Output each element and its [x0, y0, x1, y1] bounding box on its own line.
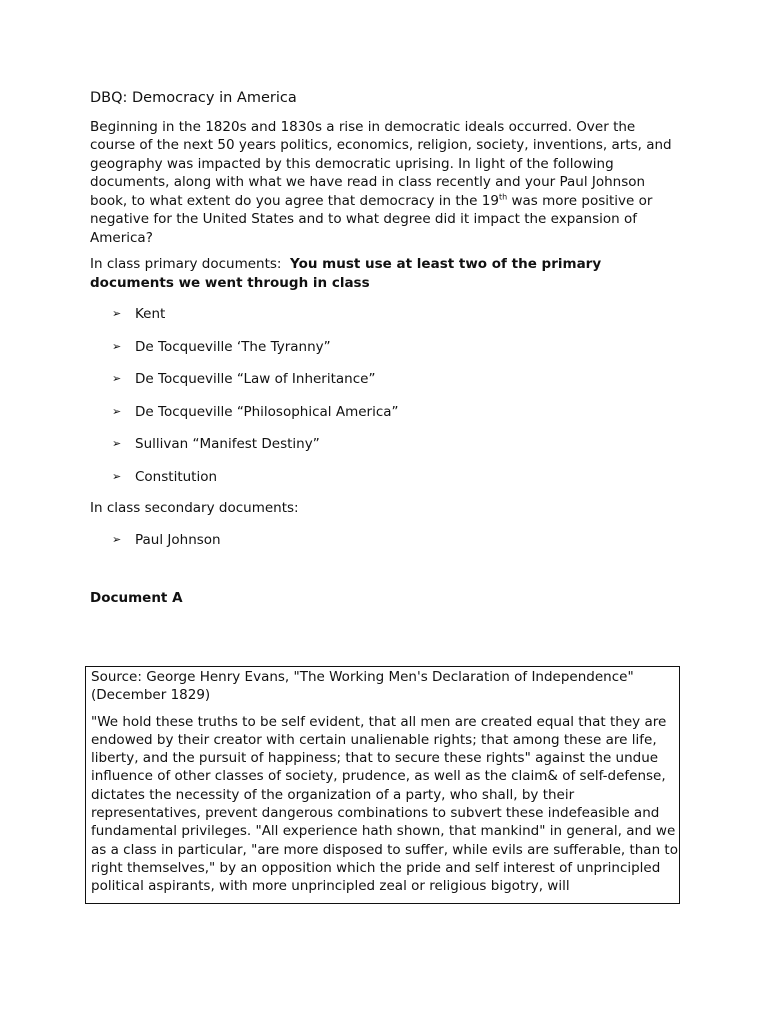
- list-item-label: De Tocqueville “Law of Inheritance”: [135, 371, 376, 387]
- list-item: [112, 305, 690, 324]
- arrow-bullet-icon: ➢: [112, 469, 122, 483]
- list-item: [112, 531, 690, 550]
- list-item: [112, 370, 690, 389]
- intro-text-start: Beginning in the 1820s and 1830s a rise in democratic ideals occurred. Over the course of the next 50 years politics, economics, religion, society, inventions, arts, and geography was impacted by this democratic uprising. In light of the following documents, along with what we have read in class recently and your Paul Johnson book, to what extent do you agree that democracy in the 19: [90, 118, 672, 209]
- arrow-bullet-icon: ➢: [112, 372, 122, 385]
- arrow-bullet-icon: ➢: [112, 404, 122, 418]
- primary-documents-list: [90, 305, 690, 486]
- intro-text-end: was more positive or negative for the United States and to what degree did it impact the expansion of America?: [90, 192, 653, 246]
- page-title: DBQ: Democracy in America: [90, 90, 297, 106]
- list-item-label: Kent: [135, 306, 166, 322]
- arrow-bullet-icon: ➢: [112, 437, 122, 450]
- arrow-bullet-icon: ➢: [112, 307, 122, 320]
- primary-lead-label: In class primary documents:: [90, 256, 282, 272]
- document-a-heading: Document A: [90, 590, 183, 606]
- secondary-documents-list: [90, 531, 690, 550]
- list-item-label: Paul Johnson: [135, 531, 221, 548]
- primary-documents-lead: [90, 255, 680, 292]
- document-a-source-box: [85, 666, 680, 904]
- list-item: [112, 468, 690, 487]
- secondary-documents-lead: In class secondary documents:: [90, 500, 299, 516]
- list-item: [112, 403, 690, 422]
- arrow-bullet-icon: ➢: [112, 339, 122, 353]
- intro-paragraph: [90, 118, 680, 248]
- list-item-label: De Tocqueville ‘The Tyranny”: [135, 338, 331, 355]
- intro-superscript: th: [498, 192, 508, 201]
- list-item-label: Constitution: [135, 468, 218, 485]
- list-item: [112, 435, 690, 454]
- document-a-source: Source: George Henry Evans, "The Working Men's Declaration of Independence" (December 1829): [91, 669, 634, 704]
- list-item-label: De Tocqueville “Philosophical America”: [135, 403, 399, 420]
- primary-lead-instruction: You must use at least two of the primary documents we went through in class: [90, 256, 602, 291]
- list-item: [112, 338, 690, 357]
- list-item-label: Sullivan “Manifest Destiny”: [135, 436, 320, 452]
- document-page: [90, 89, 690, 608]
- arrow-bullet-icon: ➢: [112, 532, 122, 546]
- document-a-quote: "We hold these truths to be self evident, that all men are created equal that they are endowed by their creator with certain unalienable rights; that among these are life, liberty, and the pursuit of happiness; that to secure these rights" against the undue influence of other classes of society, prudence, as well as the claim& of self-defense, dictates the necessity of the organization of a party, who shall, by their representatives, prevent dangerous combinations to subvert these indefeasible and fundamental privileges. "All experience hath shown, that mankind" in general, and we as a class in particular, "are more disposed to suffer, while evils are sufferable, than to right themselves," by an opposition which the pride and self interest of unprincipled political aspirants, with more unprincipled zeal or religious bigotry, will: [91, 713, 678, 895]
